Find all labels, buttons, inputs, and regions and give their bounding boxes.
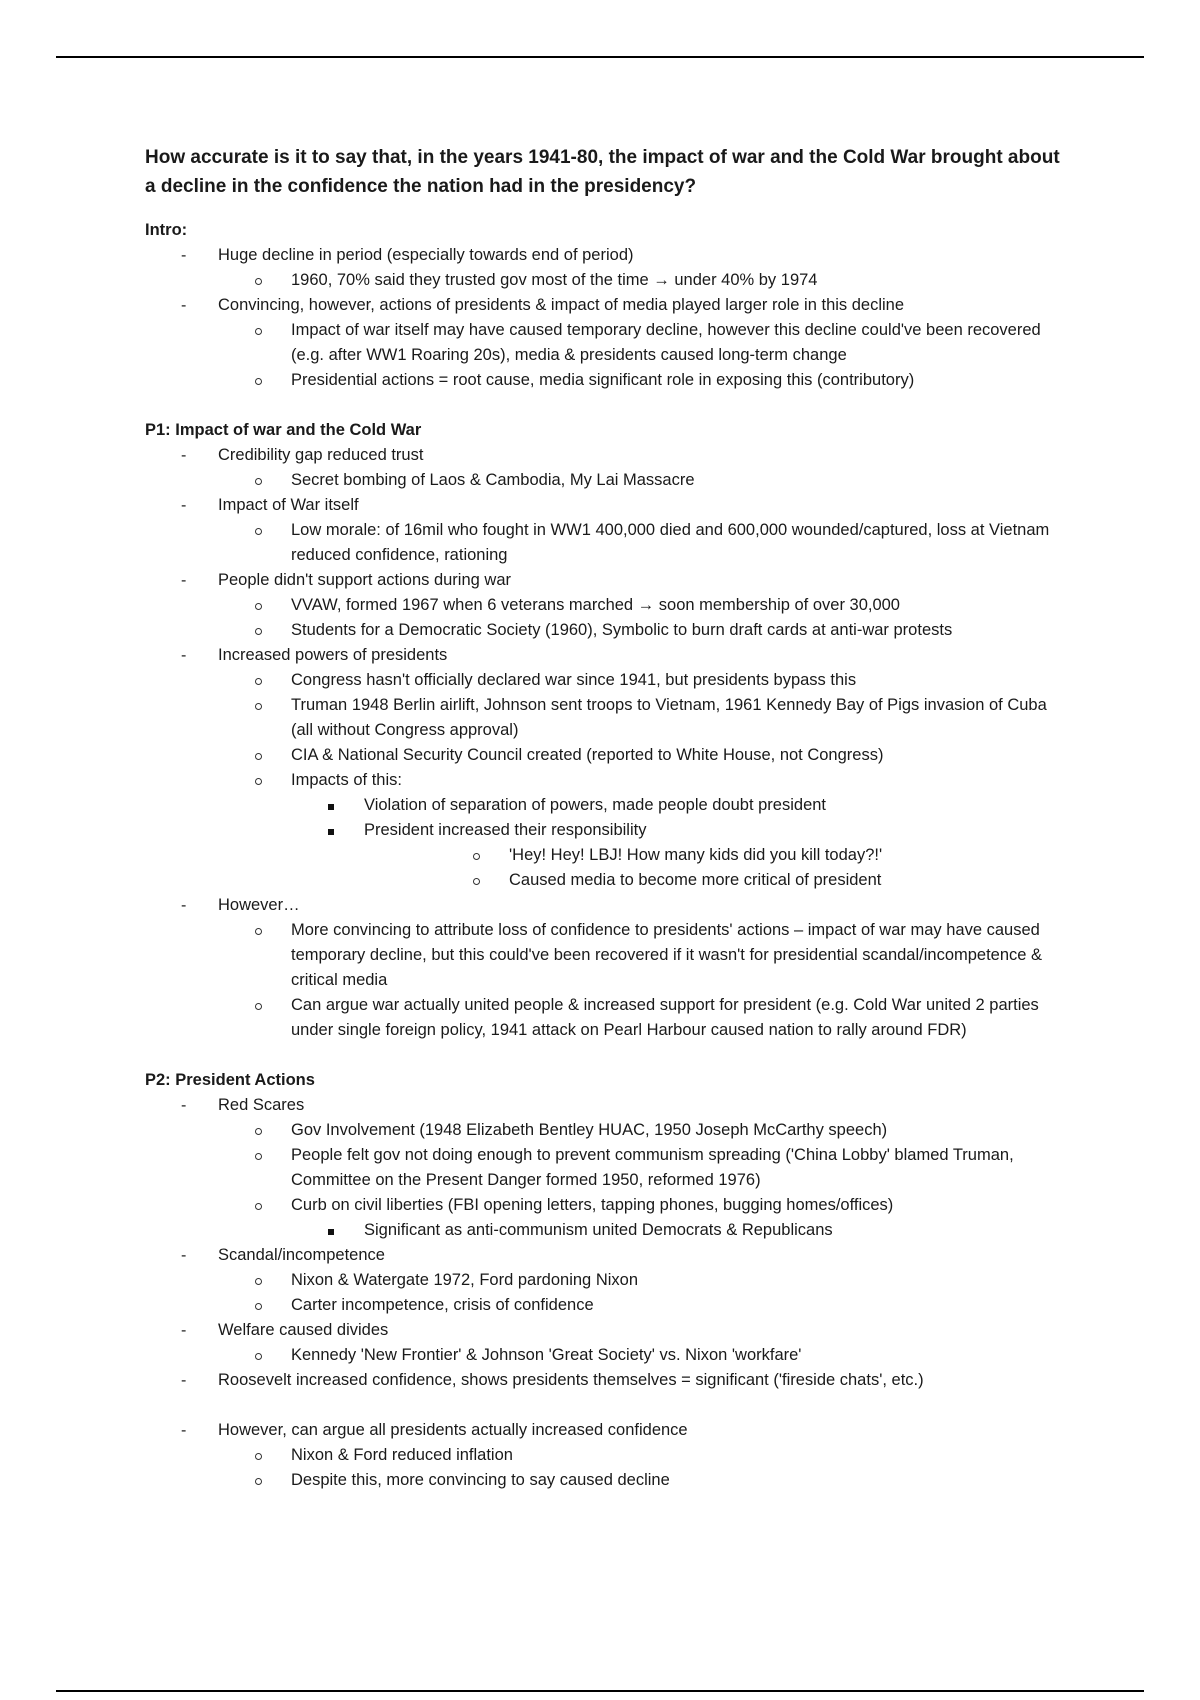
circle-bullet-icon — [255, 1268, 267, 1293]
list-item — [145, 1468, 1065, 1493]
circle-bullet-icon — [473, 843, 485, 868]
list-item — [145, 843, 1065, 868]
section-intro — [145, 218, 1065, 393]
sub-list — [145, 468, 1065, 493]
list-item-text: Presidential actions = root cause, media significant role in exposing this (contributory) — [291, 371, 915, 389]
dash-bullet-icon: - — [181, 647, 187, 664]
circle-bullet-icon — [255, 1443, 267, 1468]
list-item-text: 'Hey! Hey! LBJ! How many kids did you kill today?!' — [509, 846, 883, 864]
list-item — [145, 443, 1065, 493]
dash-bullet-icon: - — [181, 297, 187, 314]
document-body — [145, 143, 1065, 1493]
list-item — [145, 1418, 1065, 1493]
list-item — [145, 518, 1065, 568]
list-spacer — [145, 1393, 1065, 1418]
sub-list — [145, 793, 1065, 893]
circle-bullet-icon — [255, 1343, 267, 1368]
list-item-text: Red Scares — [218, 1096, 305, 1114]
list-item-text: However, can argue all presidents actually increased confidence — [218, 1421, 688, 1439]
circle-bullet-icon — [255, 368, 267, 393]
sub-list — [145, 1443, 1065, 1493]
circle-bullet-icon — [255, 318, 267, 343]
list-item — [145, 1268, 1065, 1293]
list-item — [145, 1343, 1065, 1368]
circle-bullet-icon — [255, 1118, 267, 1143]
circle-bullet-icon — [255, 743, 267, 768]
circle-bullet-icon — [473, 868, 485, 893]
list-item-text: Credibility gap reduced trust — [218, 446, 424, 464]
list-item — [145, 993, 1065, 1043]
list-item-text: Increased powers of presidents — [218, 646, 448, 664]
list-item — [145, 568, 1065, 643]
list-item-text: Convincing, however, actions of presidents & impact of media played larger role in this decline — [218, 296, 905, 314]
list-item-text: Congress hasn't officially declared war since 1941, but presidents bypass this — [291, 671, 857, 689]
square-bullet-icon — [328, 793, 340, 818]
dash-bullet-icon: - — [181, 1422, 187, 1439]
list-item-text: People didn't support actions during war — [218, 571, 511, 589]
circle-bullet-icon — [255, 1293, 267, 1318]
circle-bullet-icon — [255, 668, 267, 693]
list-item-text: Truman 1948 Berlin airlift, Johnson sent troops to Vietnam, 1961 Kennedy Bay of Pigs invasion of Cuba (all without Congress approval) — [291, 696, 1047, 739]
list-item — [145, 318, 1065, 368]
circle-bullet-icon — [255, 693, 267, 718]
list-item-text: Caused media to become more critical of president — [509, 871, 882, 889]
list-item — [145, 1443, 1065, 1468]
list-item-text: Significant as anti-communism united Democrats & Republicans — [364, 1221, 833, 1239]
list-item-text: Secret bombing of Laos & Cambodia, My Lai Massacre — [291, 471, 695, 489]
circle-bullet-icon — [255, 268, 267, 293]
list-item — [145, 243, 1065, 293]
list-item-text: However… — [218, 896, 300, 914]
list-item — [145, 1143, 1065, 1193]
square-bullet-icon — [328, 818, 340, 843]
dash-bullet-icon: - — [181, 497, 187, 514]
dash-bullet-icon: - — [181, 1372, 187, 1389]
list-item-text: VVAW, formed 1967 when 6 veterans marched → soon membership of over 30,000 — [291, 596, 900, 614]
spacer — [145, 393, 1065, 418]
list-item — [145, 768, 1065, 893]
bullet-list — [145, 443, 1065, 1043]
list-item — [145, 668, 1065, 693]
list-item-text: President increased their responsibility — [364, 821, 647, 839]
sub-list — [145, 1218, 1065, 1243]
list-item-text: Nixon & Ford reduced inflation — [291, 1446, 513, 1464]
list-item — [145, 743, 1065, 768]
list-item-text: Impact of War itself — [218, 496, 359, 514]
spacer — [145, 1043, 1065, 1068]
circle-bullet-icon — [255, 593, 267, 618]
list-item-text: Huge decline in period (especially towards end of period) — [218, 246, 634, 264]
circle-bullet-icon — [255, 993, 267, 1018]
list-item-text: Can argue war actually united people & increased support for president (e.g. Cold War united 2 parties under single foreign policy, 1941 attack on Pearl Harbour caused nation to rally around FDR) — [291, 996, 1039, 1039]
list-item — [145, 1318, 1065, 1368]
list-item-text: Students for a Democratic Society (1960), Symbolic to burn draft cards at anti-war protests — [291, 621, 953, 639]
sub-list — [145, 268, 1065, 293]
list-item — [145, 693, 1065, 743]
list-item-text: Nixon & Watergate 1972, Ford pardoning Nixon — [291, 1271, 638, 1289]
dash-bullet-icon: - — [181, 1247, 187, 1264]
list-item-text: Scandal/incompetence — [218, 1246, 385, 1264]
section-heading: P2: President Actions — [145, 1071, 315, 1089]
sub-list — [145, 843, 1065, 893]
list-item — [145, 1118, 1065, 1143]
list-item — [145, 368, 1065, 393]
list-item — [145, 618, 1065, 643]
list-item-text: People felt gov not doing enough to prevent communism spreading ('China Lobby' blamed Truman, Committee on the Present Danger formed 1950, reformed 1976) — [291, 1146, 1014, 1189]
list-item — [145, 818, 1065, 893]
list-item-text: Despite this, more convincing to say caused decline — [291, 1471, 670, 1489]
circle-bullet-icon — [255, 918, 267, 943]
list-item — [145, 293, 1065, 393]
dash-bullet-icon: - — [181, 447, 187, 464]
list-item-text: Gov Involvement (1948 Elizabeth Bentley HUAC, 1950 Joseph McCarthy speech) — [291, 1121, 888, 1139]
list-item-text: Carter incompetence, crisis of confidence — [291, 1296, 594, 1314]
list-item — [145, 918, 1065, 993]
dash-bullet-icon: - — [181, 247, 187, 264]
list-item-text: 1960, 70% said they trusted gov most of the time → under 40% by 1974 — [291, 271, 818, 289]
list-item-text: Welfare caused divides — [218, 1321, 389, 1339]
circle-bullet-icon — [255, 518, 267, 543]
list-item — [145, 643, 1065, 893]
bullet-list — [145, 1093, 1065, 1493]
sub-list — [145, 918, 1065, 1043]
list-item-text: Violation of separation of powers, made people doubt president — [364, 796, 827, 814]
footer-rule — [56, 1690, 1144, 1692]
list-item — [145, 493, 1065, 568]
section-heading: Intro: — [145, 221, 188, 239]
list-item — [145, 468, 1065, 493]
list-item — [145, 868, 1065, 893]
list-item — [145, 893, 1065, 1043]
list-item — [145, 1093, 1065, 1243]
dash-bullet-icon: - — [181, 897, 187, 914]
circle-bullet-icon — [255, 468, 267, 493]
bullet-list — [145, 243, 1065, 393]
circle-bullet-icon — [255, 768, 267, 793]
section-p1 — [145, 418, 1065, 1043]
list-item-text: Low morale: of 16mil who fought in WW1 400,000 died and 600,000 wounded/captured, loss at Vietnam reduced confidence, rationing — [291, 521, 1050, 564]
circle-bullet-icon — [255, 618, 267, 643]
circle-bullet-icon — [255, 1468, 267, 1493]
list-item — [145, 268, 1065, 293]
list-item — [145, 593, 1065, 618]
list-item-text: More convincing to attribute loss of confidence to presidents' actions – impact of war may have caused temporary decline, but this could've been recovered if it wasn't for presidential scandal/incompetence & critical media — [291, 921, 1043, 989]
section-p2 — [145, 1068, 1065, 1493]
sub-list — [145, 518, 1065, 568]
circle-bullet-icon — [255, 1143, 267, 1168]
list-item-text: Impacts of this: — [291, 771, 402, 789]
dash-bullet-icon: - — [181, 572, 187, 589]
list-item-text: Impact of war itself may have caused temporary decline, however this decline could've been recovered (e.g. after WW1 Roaring 20s), media & presidents caused long-term change — [291, 321, 1041, 364]
section-heading: P1: Impact of war and the Cold War — [145, 421, 422, 439]
list-item — [145, 793, 1065, 818]
header-rule — [56, 56, 1144, 58]
list-item — [145, 1218, 1065, 1243]
sub-list — [145, 1343, 1065, 1368]
list-item — [145, 1193, 1065, 1243]
dash-bullet-icon: - — [181, 1097, 187, 1114]
list-item-text: CIA & National Security Council created (reported to White House, not Congress) — [291, 746, 884, 764]
sub-list — [145, 668, 1065, 893]
dash-bullet-icon: - — [181, 1322, 187, 1339]
list-item-text: Curb on civil liberties (FBI opening letters, tapping phones, bugging homes/offices) — [291, 1196, 894, 1214]
sub-list — [145, 1118, 1065, 1243]
sub-list — [145, 1268, 1065, 1318]
circle-bullet-icon — [255, 1193, 267, 1218]
sub-list — [145, 593, 1065, 643]
square-bullet-icon — [328, 1218, 340, 1243]
list-item — [145, 1243, 1065, 1318]
list-item — [145, 1368, 1065, 1393]
essay-question: How accurate is it to say that, in the years 1941-80, the impact of war and the Cold War brought about a decline in the confidence the nation had in the presidency? — [145, 147, 1060, 197]
list-item-text: Roosevelt increased confidence, shows presidents themselves = significant ('fireside chats', etc.) — [218, 1371, 924, 1389]
list-item-text: Kennedy 'New Frontier' & Johnson 'Great Society' vs. Nixon 'workfare' — [291, 1346, 802, 1364]
sub-list — [145, 318, 1065, 393]
list-item — [145, 1293, 1065, 1318]
